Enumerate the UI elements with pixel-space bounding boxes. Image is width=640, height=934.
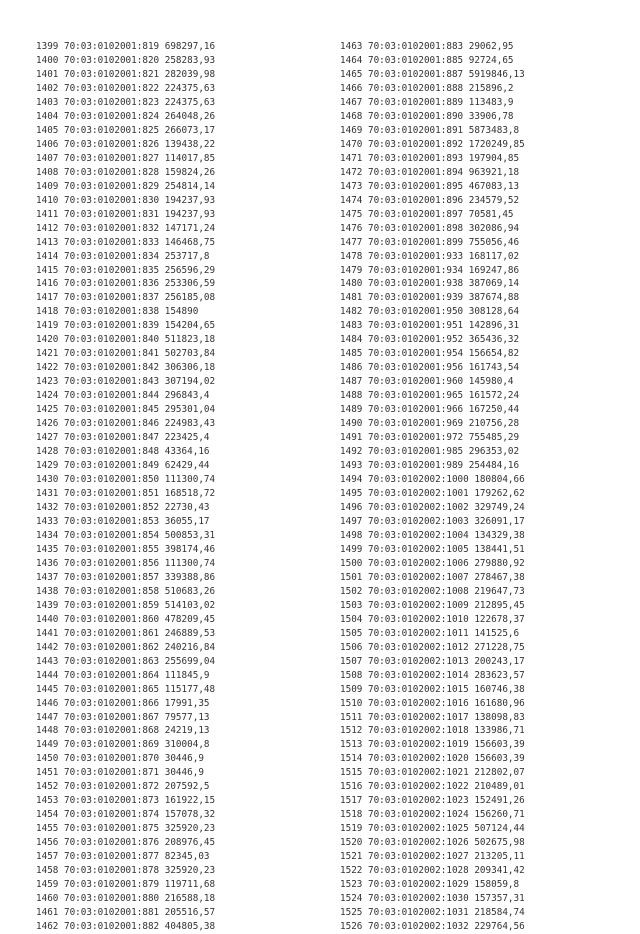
table-row: 1413 70:03:0102001:833 146468,75 — [36, 236, 216, 248]
table-row: 1415 70:03:0102001:835 256596,29 — [36, 264, 216, 276]
table-row: 1495 70:03:0102002:1001 179262,62 — [340, 488, 525, 499]
table-row: 1437 70:03:0102001:857 339388,86 — [36, 571, 216, 583]
left-column — [36, 40, 215, 934]
table-row: 1499 70:03:0102002:1005 138441,51 — [340, 543, 525, 555]
table-row: 1463 70:03:0102001:883 29062,95 — [340, 41, 514, 52]
table-row: 1418 70:03:0102001:838 154890 — [36, 306, 199, 318]
table-row: 1407 70:03:0102001:827 114017,85 — [36, 152, 216, 164]
table-row: 1459 70:03:0102001:879 119711,68 — [36, 879, 216, 891]
table-row: 1427 70:03:0102001:847 223425,4 — [36, 432, 210, 444]
table-row: 1465 70:03:0102001:887 5919846,13 — [340, 68, 525, 80]
table-row: 1485 70:03:0102001:954 156654,82 — [340, 348, 520, 360]
table-row: 1521 70:03:0102002:1027 213205,11 — [340, 851, 525, 863]
table-row: 1430 70:03:0102001:850 111300,74 — [36, 474, 216, 486]
table-row: 1401 70:03:0102001:821 282039,98 — [36, 68, 216, 80]
table-row: 1404 70:03:0102001:824 264048,26 — [36, 110, 216, 122]
table-row: 1420 70:03:0102001:840 511823,18 — [36, 334, 216, 346]
table-row: 1456 70:03:0102001:876 208976,45 — [36, 837, 216, 849]
table-row: 1488 70:03:0102001:965 161572,24 — [340, 390, 520, 402]
table-row: 1466 70:03:0102001:888 215896,2 — [340, 82, 514, 94]
table-row: 1452 70:03:0102001:872 207592,5 — [36, 781, 210, 793]
table-row: 1411 70:03:0102001:831 194237,93 — [36, 208, 216, 220]
table-row: 1505 70:03:0102002:1011 141525,6 — [340, 627, 520, 639]
table-row: 1516 70:03:0102002:1022 210489,01 — [340, 781, 525, 793]
table-row: 1509 70:03:0102002:1015 160746,38 — [340, 683, 525, 695]
table-row: 1491 70:03:0102001:972 755485,29 — [340, 432, 520, 444]
table-row: 1409 70:03:0102001:829 254814,14 — [36, 180, 216, 192]
table-row: 1496 70:03:0102002:1002 329749,24 — [340, 501, 525, 513]
table-row: 1446 70:03:0102001:866 17991,35 — [36, 697, 210, 709]
table-row: 1476 70:03:0102001:898 302086,94 — [340, 222, 520, 234]
table-row: 1471 70:03:0102001:893 197904,85 — [340, 152, 520, 164]
table-row: 1486 70:03:0102001:956 161743,54 — [340, 362, 520, 374]
table-row: 1445 70:03:0102001:865 115177,48 — [36, 683, 216, 695]
table-row: 1507 70:03:0102002:1013 200243,17 — [340, 655, 525, 667]
table-row: 1474 70:03:0102001:896 234579,52 — [340, 194, 520, 206]
table-row: 1441 70:03:0102001:861 246889,53 — [36, 627, 216, 639]
table-row: 1477 70:03:0102001:899 755056,46 — [340, 236, 520, 248]
table-row: 1470 70:03:0102001:892 1720249,85 — [340, 138, 525, 150]
table-row: 1525 70:03:0102002:1031 218584,74 — [340, 907, 525, 919]
table-row: 1514 70:03:0102002:1020 156603,39 — [340, 753, 525, 765]
table-row: 1436 70:03:0102001:856 111300,74 — [36, 557, 216, 569]
table-row: 1484 70:03:0102001:952 365436,32 — [340, 334, 520, 346]
table-row: 1429 70:03:0102001:849 62429,44 — [36, 460, 210, 472]
table-row: 1492 70:03:0102001:985 296353,02 — [340, 446, 520, 458]
table-row: 1399 70:03:0102001:819 698297,16 — [36, 41, 216, 52]
table-row: 1510 70:03:0102002:1016 161680,96 — [340, 697, 525, 709]
table-row: 1469 70:03:0102001:891 5873483,8 — [340, 124, 520, 136]
table-row: 1405 70:03:0102001:825 266073,17 — [36, 124, 216, 136]
table-row: 1438 70:03:0102001:858 510683,26 — [36, 585, 216, 597]
table-row: 1515 70:03:0102002:1021 212802,07 — [340, 767, 525, 779]
table-row: 1428 70:03:0102001:848 43364,16 — [36, 446, 210, 458]
table-row: 1444 70:03:0102001:864 111845,9 — [36, 669, 210, 681]
table-row: 1524 70:03:0102002:1030 157357,31 — [340, 893, 525, 905]
table-row: 1424 70:03:0102001:844 296843,4 — [36, 390, 210, 402]
table-row: 1497 70:03:0102002:1003 326091,17 — [340, 515, 525, 527]
table-row: 1434 70:03:0102001:854 500853,31 — [36, 529, 216, 541]
table-row: 1416 70:03:0102001:836 253306,59 — [36, 278, 216, 290]
table-row: 1502 70:03:0102002:1008 219647,73 — [340, 585, 525, 597]
table-row: 1500 70:03:0102002:1006 279880,92 — [340, 557, 525, 569]
table-row: 1464 70:03:0102001:885 92724,65 — [340, 54, 514, 66]
table-row: 1513 70:03:0102002:1019 156603,39 — [340, 739, 525, 751]
table-row: 1480 70:03:0102001:938 387069,14 — [340, 278, 520, 290]
table-row: 1414 70:03:0102001:834 253717,8 — [36, 250, 210, 262]
table-row: 1479 70:03:0102001:934 169247,86 — [340, 264, 520, 276]
table-row: 1490 70:03:0102001:969 210756,28 — [340, 418, 520, 430]
right-column — [340, 40, 525, 934]
table-row: 1483 70:03:0102001:951 142896,31 — [340, 320, 520, 332]
table-row: 1432 70:03:0102001:852 22730,43 — [36, 501, 210, 513]
table-row: 1417 70:03:0102001:837 256185,08 — [36, 292, 216, 304]
table-row: 1517 70:03:0102002:1023 152491,26 — [340, 795, 525, 807]
table-row: 1406 70:03:0102001:826 139438,22 — [36, 138, 216, 150]
table-row: 1519 70:03:0102002:1025 507124,44 — [340, 823, 525, 835]
table-row: 1504 70:03:0102002:1010 122678,37 — [340, 613, 525, 625]
table-row: 1431 70:03:0102001:851 168518,72 — [36, 488, 216, 499]
table-row: 1520 70:03:0102002:1026 502675,98 — [340, 837, 525, 849]
table-row: 1526 70:03:0102002:1032 229764,56 — [340, 921, 525, 933]
table-row: 1523 70:03:0102002:1029 158059,8 — [340, 879, 520, 891]
table-row: 1460 70:03:0102001:880 216588,18 — [36, 893, 216, 905]
table-row: 1498 70:03:0102002:1004 134329,38 — [340, 529, 525, 541]
table-row: 1408 70:03:0102001:828 159824,26 — [36, 166, 216, 178]
table-row: 1467 70:03:0102001:889 113483,9 — [340, 96, 514, 108]
table-row: 1403 70:03:0102001:823 224375,63 — [36, 96, 216, 108]
table-row: 1419 70:03:0102001:839 154204,65 — [36, 320, 216, 332]
table-row: 1449 70:03:0102001:869 310004,8 — [36, 739, 210, 751]
table-row: 1493 70:03:0102001:989 254484,16 — [340, 460, 520, 472]
table-row: 1423 70:03:0102001:843 307194,02 — [36, 376, 216, 388]
table-row: 1455 70:03:0102001:875 325920,23 — [36, 823, 216, 835]
table-row: 1433 70:03:0102001:853 36055,17 — [36, 515, 210, 527]
table-row: 1461 70:03:0102001:881 205516,57 — [36, 907, 216, 919]
table-row: 1442 70:03:0102001:862 240216,84 — [36, 641, 216, 653]
table-row: 1421 70:03:0102001:841 502703,84 — [36, 348, 216, 360]
table-row: 1458 70:03:0102001:878 325920,23 — [36, 865, 216, 877]
table-row: 1447 70:03:0102001:867 79577,13 — [36, 711, 210, 723]
table-row: 1506 70:03:0102002:1012 271228,75 — [340, 641, 525, 653]
table-row: 1454 70:03:0102001:874 157078,32 — [36, 809, 216, 821]
table-row: 1410 70:03:0102001:830 194237,93 — [36, 194, 216, 206]
table-row: 1522 70:03:0102002:1028 209341,42 — [340, 865, 525, 877]
table-row: 1426 70:03:0102001:846 224983,43 — [36, 418, 216, 430]
table-row: 1512 70:03:0102002:1018 133986,71 — [340, 725, 525, 737]
table-row: 1451 70:03:0102001:871 30446,9 — [36, 767, 204, 779]
table-row: 1473 70:03:0102001:895 467083,13 — [340, 180, 520, 192]
table-row: 1422 70:03:0102001:842 306306,18 — [36, 362, 216, 374]
table-row: 1440 70:03:0102001:860 478209,45 — [36, 613, 216, 625]
table-row: 1482 70:03:0102001:950 308128,64 — [340, 306, 520, 318]
table-row: 1448 70:03:0102001:868 24219,13 — [36, 725, 210, 737]
table-row: 1457 70:03:0102001:877 82345,03 — [36, 851, 210, 863]
table-row: 1494 70:03:0102002:1000 180804,66 — [340, 474, 525, 486]
table-row: 1489 70:03:0102001:966 167250,44 — [340, 404, 520, 416]
table-row: 1481 70:03:0102001:939 387674,88 — [340, 292, 520, 304]
table-row: 1412 70:03:0102001:832 147171,24 — [36, 222, 216, 234]
table-row: 1518 70:03:0102002:1024 156260,71 — [340, 809, 525, 821]
table-row: 1503 70:03:0102002:1009 212895,45 — [340, 599, 525, 611]
table-row: 1472 70:03:0102001:894 963921,18 — [340, 166, 520, 178]
table-row: 1400 70:03:0102001:820 258283,93 — [36, 54, 216, 66]
table-row: 1425 70:03:0102001:845 295301,04 — [36, 404, 216, 416]
table-row: 1508 70:03:0102002:1014 283623,57 — [340, 669, 525, 681]
table-row: 1462 70:03:0102001:882 404805,38 — [36, 921, 216, 933]
table-row: 1487 70:03:0102001:960 145980,4 — [340, 376, 514, 388]
table-row: 1443 70:03:0102001:863 255699,04 — [36, 655, 216, 667]
table-row: 1402 70:03:0102001:822 224375,63 — [36, 82, 216, 94]
table-row: 1501 70:03:0102002:1007 278467,38 — [340, 571, 525, 583]
table-row: 1450 70:03:0102001:870 30446,9 — [36, 753, 204, 765]
table-row: 1439 70:03:0102001:859 514103,02 — [36, 599, 216, 611]
table-row: 1435 70:03:0102001:855 398174,46 — [36, 543, 216, 555]
table-row: 1478 70:03:0102001:933 168117,02 — [340, 250, 520, 262]
table-row: 1468 70:03:0102001:890 33906,78 — [340, 110, 514, 122]
table-row: 1475 70:03:0102001:897 70581,45 — [340, 208, 514, 220]
table-row: 1453 70:03:0102001:873 161922,15 — [36, 795, 216, 807]
table-row: 1511 70:03:0102002:1017 138098,83 — [340, 711, 525, 723]
